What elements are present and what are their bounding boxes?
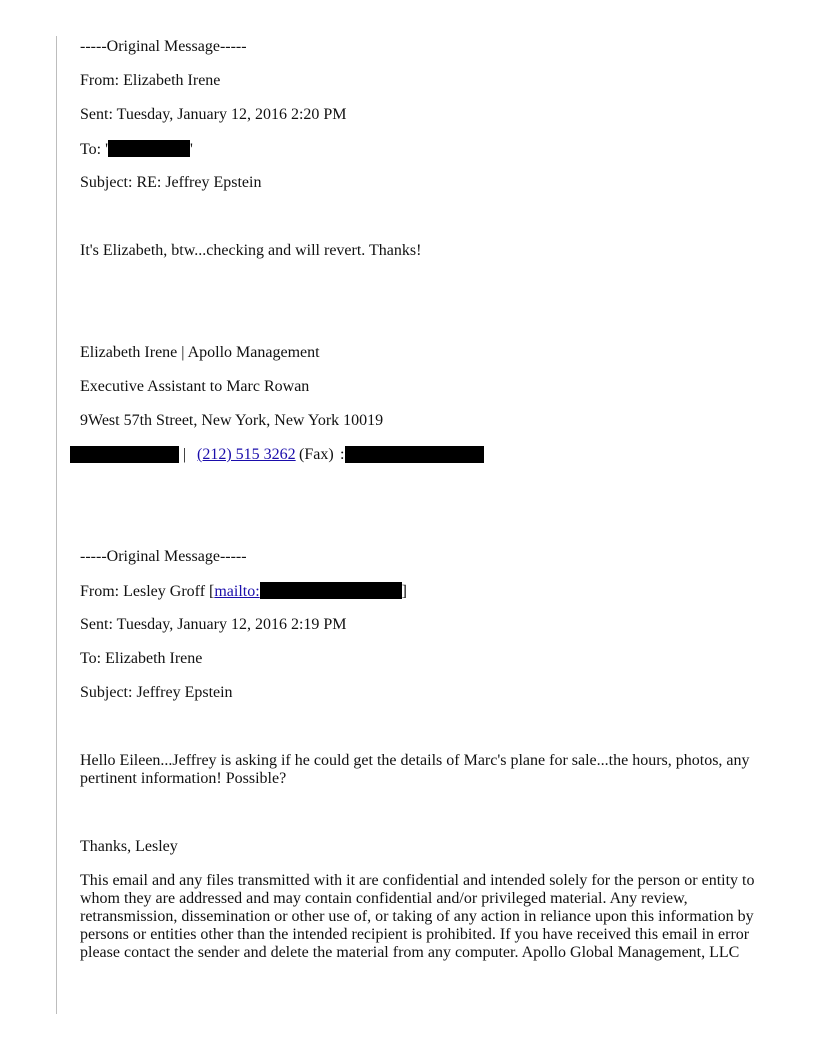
subject-line: Subject: RE: Jeffrey Epstein bbox=[80, 174, 262, 191]
original-message-header: -----Original Message----- bbox=[80, 38, 247, 55]
phone-link[interactable]: (212) 515 3262 bbox=[197, 446, 296, 463]
from-suffix: ] bbox=[401, 583, 407, 600]
signature-title: Executive Assistant to Marc Rowan bbox=[80, 378, 310, 395]
from-line bbox=[80, 582, 407, 601]
to-suffix: ' bbox=[189, 141, 193, 158]
sent-line: Sent: Tuesday, January 12, 2016 2:20 PM bbox=[80, 106, 347, 123]
sent-line: Sent: Tuesday, January 12, 2016 2:19 PM bbox=[80, 616, 347, 633]
fax-label: (Fax) bbox=[299, 446, 334, 463]
to-line: To: Elizabeth Irene bbox=[80, 650, 203, 667]
closing-line: Thanks, Lesley bbox=[80, 838, 178, 855]
message-body: Hello Eileen...Jeffrey is asking if he could get the details of Marc's plane for sale...the hours, photos, any pertinent information! Possible? bbox=[80, 752, 750, 787]
mailto-link[interactable]: mailto: bbox=[214, 583, 260, 600]
redaction-box bbox=[260, 582, 402, 599]
original-message-header: -----Original Message----- bbox=[80, 548, 247, 565]
subject-line: Subject: Jeffrey Epstein bbox=[80, 684, 233, 701]
signature-name-company: Elizabeth Irene | Apollo Management bbox=[80, 344, 320, 361]
from-prefix: From: Lesley Groff [ bbox=[80, 583, 215, 600]
confidentiality-disclaimer: This email and any files transmitted with it are confidential and intended solely for the person or entity to whom they are addressed and may contain confidential and/or privileged material. Any review, retransmission, dissemination or other use of, or taking of any action in reliance upon this information by persons or entities other than the intended recipient is prohibited. If you have received this email in error please contact the sender and delete the material from any computer. Apollo Global Management, LLC bbox=[80, 872, 755, 961]
redaction-box bbox=[108, 140, 190, 157]
to-prefix: To: ' bbox=[80, 141, 108, 158]
from-line: From: Elizabeth Irene bbox=[80, 72, 221, 89]
message-body: It's Elizabeth, btw...checking and will revert. Thanks! bbox=[80, 242, 422, 259]
signature-address: 9West 57th Street, New York, New York 10019 bbox=[80, 412, 384, 429]
redaction-box bbox=[345, 446, 484, 463]
fax-colon: : bbox=[340, 446, 345, 463]
signature-separator: | bbox=[183, 446, 187, 463]
quote-bar bbox=[56, 36, 57, 1014]
redaction-box bbox=[70, 446, 179, 463]
to-line bbox=[80, 140, 193, 159]
